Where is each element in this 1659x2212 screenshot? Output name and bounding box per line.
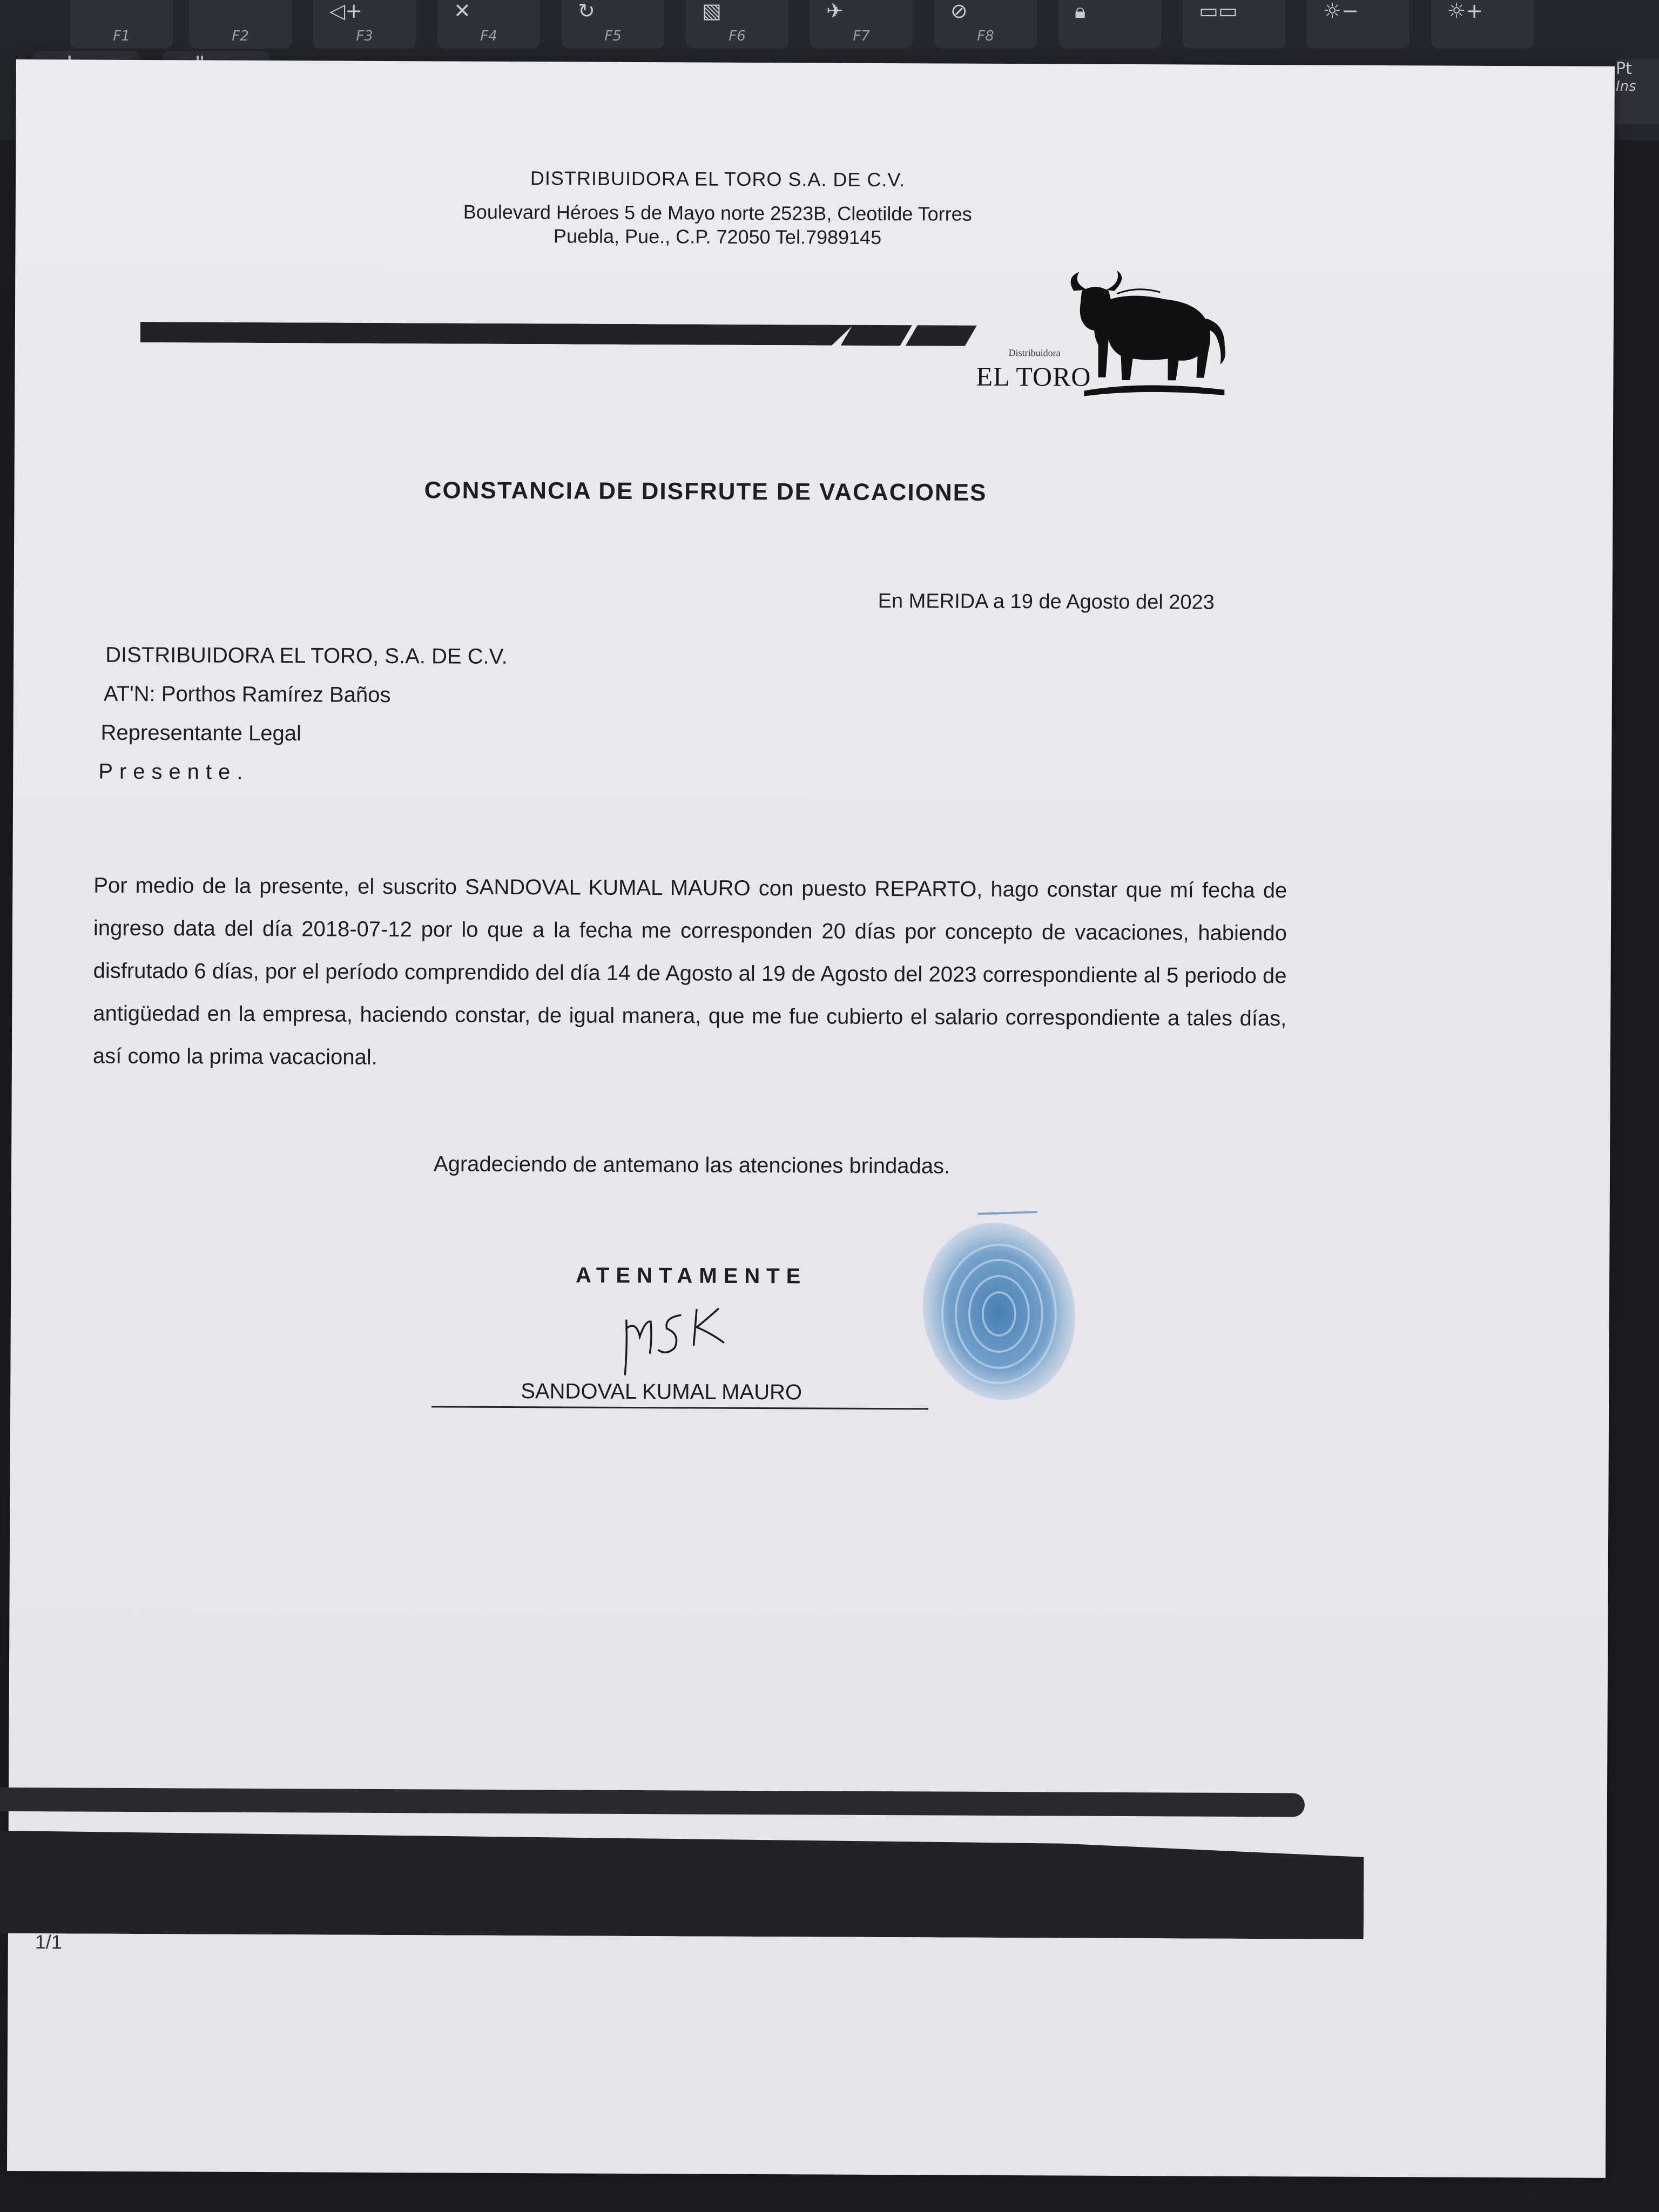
- letterhead-address-line1: Boulevard Héroes 5 de Mayo norte 2523B, Cleotilde Torres: [463, 200, 972, 225]
- brightness-up-icon: ☼+: [1447, 0, 1483, 23]
- key-f6: [686, 0, 788, 49]
- key-label: F6: [729, 28, 746, 44]
- key-f8: [934, 0, 1037, 49]
- key-lock: [1058, 0, 1161, 49]
- key-label: F4: [480, 28, 497, 44]
- signer-name: SANDOVAL KUMAL MAURO: [521, 1379, 802, 1405]
- letterhead-address-line2: Puebla, Pue., C.P. 72050 Tel.7989145: [553, 225, 882, 248]
- signature-line: [431, 1406, 928, 1410]
- bull-icon: [1062, 269, 1241, 404]
- key-f1: [70, 0, 173, 49]
- camera-off-icon: ⊘: [950, 0, 968, 23]
- key-f5: [562, 0, 664, 49]
- closing-line: Agradeciendo de antemano las atenciones brindadas.: [433, 1152, 950, 1178]
- key-label: F2: [232, 28, 249, 44]
- key-brightness-down: [1307, 0, 1410, 49]
- recipient-presente: Presente.: [98, 759, 249, 784]
- footer-band: [0, 1831, 1364, 1939]
- logo-small-text: Distribuidora: [1008, 347, 1061, 359]
- volume-icon: ◁+: [329, 0, 363, 23]
- document-page: [7, 59, 1615, 2178]
- sign-label: ATENTAMENTE: [575, 1263, 807, 1289]
- lock-icon: 🔒︎: [1075, 0, 1086, 23]
- key-f3: [313, 0, 416, 49]
- company-logo: [976, 269, 1257, 416]
- key-insert: [1616, 59, 1659, 124]
- logo-name: EL TORO: [976, 361, 1091, 392]
- header-stripe: [841, 325, 912, 346]
- letterhead-company: DISTRIBUIDORA EL TORO S.A. DE C.V.: [530, 167, 906, 191]
- page-number: 1/1: [35, 1931, 62, 1953]
- key-f7: [810, 0, 913, 49]
- touchpad-off-icon: ▧: [702, 0, 721, 23]
- place-date: En MERIDA a 19 de Agosto del 2023: [878, 589, 1215, 614]
- mic-mute-icon: ✕: [454, 0, 471, 23]
- fingerprint-stamp: [918, 1208, 1081, 1408]
- header-rule: [140, 322, 853, 346]
- key-f2: [189, 0, 292, 49]
- document-title: CONSTANCIA DE DISFRUTE DE VACACIONES: [424, 477, 987, 506]
- header-stripe: [906, 325, 977, 346]
- airplane-icon: ✈: [826, 0, 844, 23]
- body-paragraph: Por medio de la presente, el suscrito SANDOVAL KUMAL MAURO con puesto REPARTO, hago constar que mí fecha de ingreso data del día 2018-07-12 por lo que a la fecha me corresponden 20 días por concepto de vacaciones, habiendo disfrutado 6 días, por el período comprendido del día 14 de Agosto al 19 de Agosto del 2023 correspondiente al 5 periodo de antigüedad en la empresa, haciendo constar, de igual manera, que me fue cubierto el salario correspondiente a tales días, así como la prima vacacional.: [92, 873, 1287, 1069]
- display-icon: ▭▭: [1199, 0, 1238, 23]
- key-label: F5: [604, 28, 622, 44]
- key-label-bottom: Ins: [1616, 78, 1636, 95]
- key-brightness-up: [1431, 0, 1534, 49]
- key-label: F1: [113, 28, 130, 44]
- refresh-icon: ↻: [578, 0, 595, 23]
- key-display: [1183, 0, 1285, 49]
- recipient-role: Representante Legal: [100, 720, 302, 746]
- key-label: F8: [977, 28, 994, 44]
- key-f4: [437, 0, 540, 49]
- key-label: F7: [853, 28, 870, 44]
- footer-band: [0, 1788, 1305, 1817]
- brightness-down-icon: ☼−: [1323, 0, 1359, 23]
- key-label: F3: [356, 28, 373, 44]
- handwritten-signature: [615, 1299, 745, 1380]
- recipient-attn: AT'N: Porthos Ramírez Baños: [103, 682, 391, 707]
- recipient-company: DISTRIBUIDORA EL TORO, S.A. DE C.V.: [105, 643, 508, 669]
- key-label-top: Pt: [1616, 59, 1632, 78]
